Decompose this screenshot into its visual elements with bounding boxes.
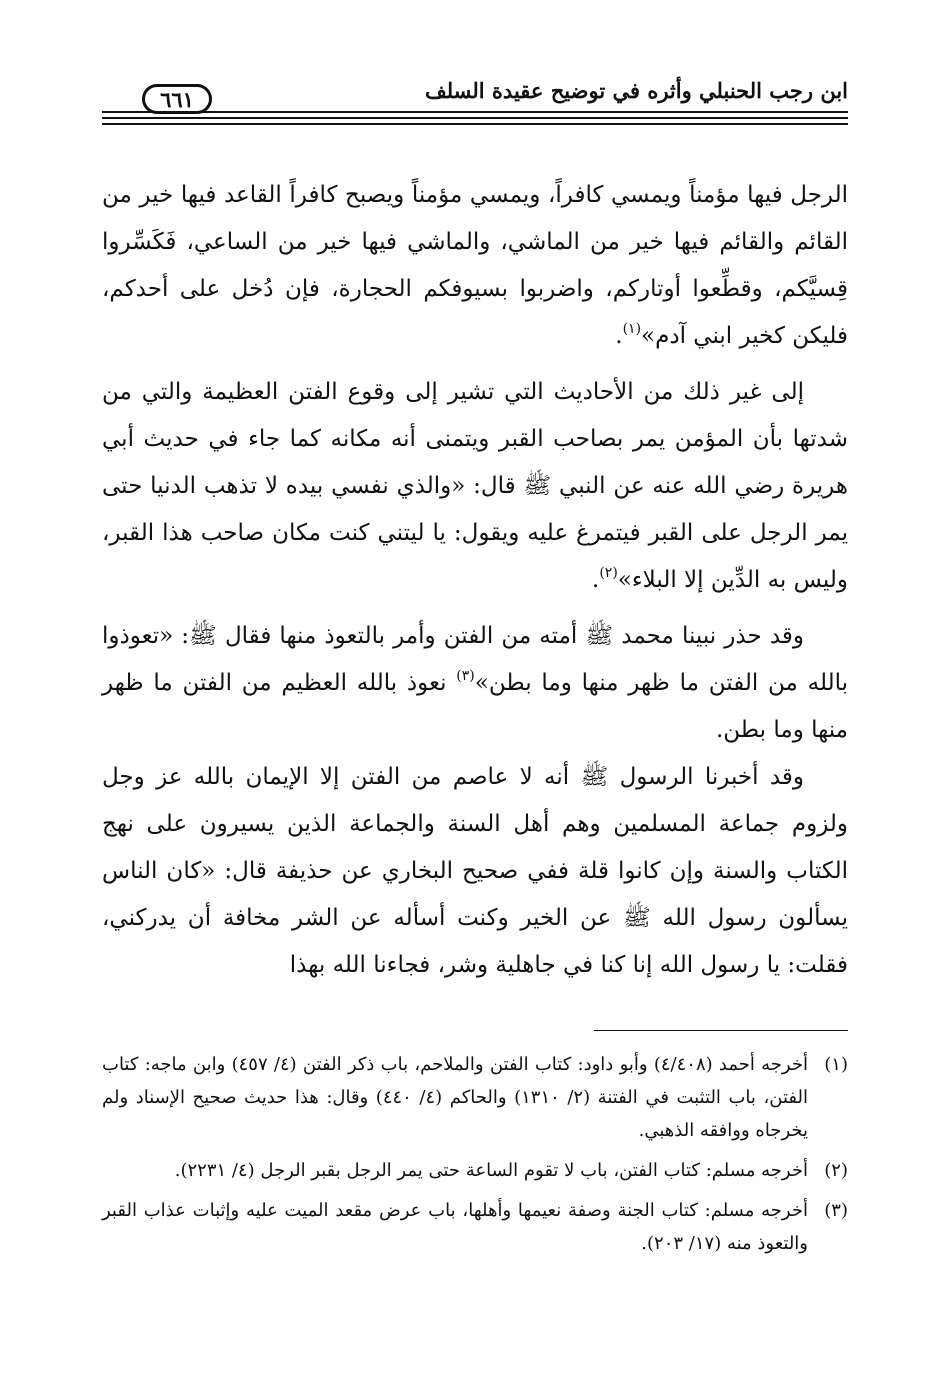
page-header — [102, 76, 848, 126]
paragraph-2 — [102, 369, 848, 604]
paragraph-end: . — [615, 323, 623, 349]
footnote-2 — [102, 1154, 848, 1187]
footnote-1 — [102, 1048, 848, 1147]
footnote-text: أخرجه مسلم: كتاب الجنة وصفة نعيمها وأهلها، باب عرض مقعد الميت عليه وإثبات عذاب القبر والتعوذ منه (١٧/ ٢٠٣). — [102, 1200, 808, 1254]
paragraph-end: . — [592, 567, 600, 593]
footnote-text: أخرجه أحمد (٤/٤٠٨) وأبو داود: كتاب الفتن والملاحم، باب ذكر الفتن (٤/ ٤٥٧) وابن ماجه: كتاب الفتن، باب التثبت في الفتنة (٢/ ١٣١٠) والحاكم (٤/ ٤٤٠) وقال: هذا حديث صحيح الإسناد ولم يخرجاه ووافقه الذهبي. — [102, 1054, 808, 1141]
paragraph-text: وقد حذر نبينا محمد ﷺ أمته من الفتن وأمر بالتعوذ منها فقال ﷺ: «تعوذوا بالله من الفتن ما ظهر منها وما بطن» — [102, 623, 848, 696]
paragraph-1 — [102, 172, 848, 360]
paragraph-3 — [102, 613, 848, 754]
paragraph-text: وقد أخبرنا الرسول ﷺ أنه لا عاصم من الفتن إلا الإيمان بالله عز وجل ولزوم جماعة المسلمين وهم أهل السنة والجماعة الذين يسيرون على نهج الكتاب والسنة وإن كانوا قلة ففي صحيح البخاري عن حذيفة قال: «كان الناس يسألون رسول الله ﷺ عن الخير وكنت أسأله عن الشر مخافة أن يدركني، فقلت: يا رسول الله إنا كنا في جاهلية وشر، فجاءنا الله بهذا — [102, 764, 848, 978]
page-number: ٦٦١ — [142, 84, 212, 114]
footnote-3 — [102, 1194, 848, 1260]
header-rule — [102, 117, 848, 119]
header-rule — [102, 123, 848, 125]
footnote-text: أخرجه مسلم: كتاب الفتن، باب لا تقوم الساعة حتى يمر الرجل بقبر الرجل (٤/ ٢٢٣١). — [174, 1160, 808, 1181]
paragraph-text: الرجل فيها مؤمناً ويمسي كافراً، ويمسي مؤمناً ويصبح كافراً القاعد فيها خير من القائم والقائم فيها خير من الماشي، والماشي فيها خير من الساعي، فَكَسِّروا قِسيَّكم، وقطِّعوا أوتاركم، واضربوا بسيوفكم الحجارة، فإن دُخل على أحدكم، فليكن كخير ابني آدم» — [102, 182, 848, 349]
running-title: ابن رجب الحنبلي وأثره في توضيح عقيدة السلف — [424, 78, 848, 103]
paragraph-4 — [102, 754, 848, 989]
footnote-divider — [594, 1030, 848, 1031]
footnote-reference: (١) — [622, 321, 642, 338]
footnotes — [102, 1048, 848, 1267]
footnote-number: (٢) — [824, 1160, 848, 1181]
footnote-number: (٣) — [824, 1200, 848, 1221]
header-rule — [102, 111, 848, 113]
paragraph-text: نعوذ بالله العظيم من الفتن ما ظهر منها وما بطن. — [102, 670, 848, 743]
main-text — [102, 172, 848, 989]
paragraph-text: إلى غير ذلك من الأحاديث التي تشير إلى وقوع الفتن العظيمة والتي من شدتها بأن المؤمن يمر بصاحب القبر ويتمنى أنه مكانه كما جاء في حديث أبي هريرة رضي الله عنه عن النبي ﷺ قال: «والذي نفسي بيده لا تذهب الدنيا حتى يمر الرجل على القبر فيتمرغ عليه ويقول: يا ليتني كنت مكان صاحب هذا القبر، وليس به الدِّين إلا البلاء» — [102, 379, 848, 593]
footnote-reference: (٢) — [599, 565, 618, 582]
footnote-number: (١) — [824, 1054, 848, 1075]
footnote-reference: (٣) — [456, 668, 475, 685]
